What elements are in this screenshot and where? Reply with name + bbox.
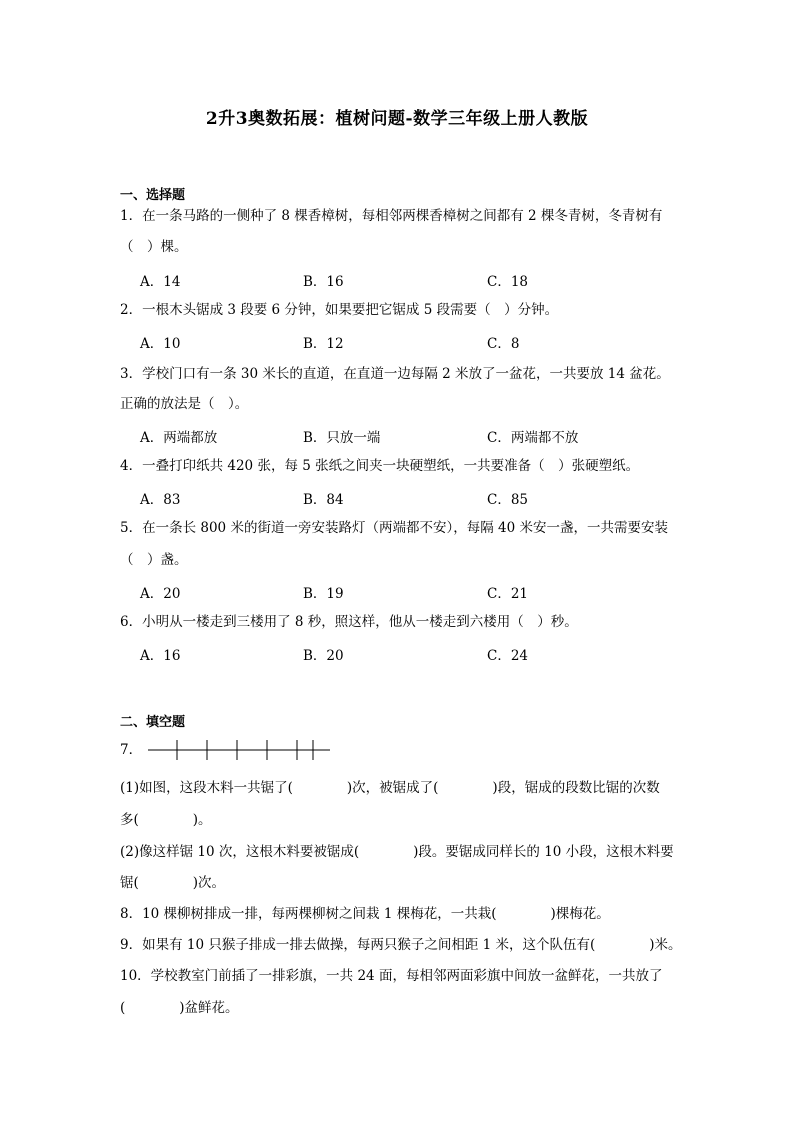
question-2-option-c: C．8 bbox=[487, 336, 520, 352]
question-5-option-c: C．21 bbox=[487, 586, 529, 602]
question-4-option-a: A．83 bbox=[140, 492, 181, 508]
question-5-text-cont: （ ）盏。 bbox=[120, 552, 188, 568]
question-1-option-a: A．14 bbox=[140, 274, 181, 290]
question-10-text: 10．学校教室门前插了一排彩旗，一共 24 面，每相邻两面彩旗中间放一盆鲜花，一共放了 bbox=[120, 968, 663, 984]
question-10-text-cont: ( )盆鲜花。 bbox=[120, 1000, 239, 1016]
question-1-option-c: C．18 bbox=[487, 274, 529, 290]
question-9-text: 9．如果有 10 只猴子排成一排去做操，每两只猴子之间相距 1 米，这个队伍有( )米。 bbox=[120, 937, 682, 953]
question-1-text: 1．在一条马路的一侧种了 8 棵香樟树，每相邻两棵香樟树之间都有 2 棵冬青树，冬青树有 bbox=[120, 208, 663, 224]
section-heading-choice: 一、选择题 bbox=[120, 188, 186, 203]
question-7-part2-cont: 锯( )次。 bbox=[120, 875, 226, 891]
question-7-part2: (2)像这样锯 10 次，这根木料要被锯成( )段。要锯成同样长的 10 小段，这根木料要 bbox=[120, 844, 674, 860]
question-7-part1-cont: 多( )。 bbox=[120, 812, 212, 828]
question-5-text: 5．在一条长 800 米的街道一旁安装路灯（两端都不安），每隔 40 米安一盏，一共需要安装 bbox=[120, 520, 668, 536]
question-3-text-cont: 正确的放法是（ ）。 bbox=[120, 396, 249, 412]
question-1-option-b: B．16 bbox=[303, 274, 344, 290]
question-4-option-c: C．85 bbox=[487, 492, 529, 508]
question-8-text: 8．10 棵柳树排成一排，每两棵柳树之间栽 1 棵梅花，一共栽( )棵梅花。 bbox=[120, 906, 610, 922]
section-heading-fill: 二、填空题 bbox=[120, 715, 186, 730]
question-5-option-b: B．19 bbox=[303, 586, 344, 602]
question-5-option-a: A．20 bbox=[140, 586, 181, 602]
question-7-number: 7． bbox=[120, 742, 143, 758]
saw-log-diagram bbox=[148, 738, 332, 762]
question-2-option-a: A．10 bbox=[140, 336, 181, 352]
question-4-text: 4．一叠打印纸共 420 张，每 5 张纸之间夹一块硬塑纸，一共要准备（ ）张硬塑纸。 bbox=[120, 458, 640, 474]
question-6-option-b: B．20 bbox=[303, 648, 344, 664]
question-6-option-c: C．24 bbox=[487, 648, 529, 664]
question-6-option-a: A．16 bbox=[140, 648, 181, 664]
question-3-text: 3．学校门口有一条 30 米长的直道，在直道一边每隔 2 米放了一盆花，一共要放 14 盆花。 bbox=[120, 366, 670, 382]
question-4-option-b: B．84 bbox=[303, 492, 344, 508]
page-title: 2升3奥数拓展：植树问题-数学三年级上册人教版 bbox=[205, 109, 589, 129]
question-7-part1: (1)如图，这段木料一共锯了( )次，被锯成了( )段，锯成的段数比锯的次数 bbox=[120, 780, 660, 796]
question-2-option-b: B．12 bbox=[303, 336, 344, 352]
question-2-text: 2．一根木头锯成 3 段要 6 分钟，如果要把它锯成 5 段需要（ ）分钟。 bbox=[120, 302, 559, 318]
question-6-text: 6．小明从一楼走到三楼用了 8 秒，照这样，他从一楼走到六楼用（ ）秒。 bbox=[120, 614, 578, 630]
question-3-option-c: C．两端都不放 bbox=[487, 430, 579, 446]
question-3-option-a: A．两端都放 bbox=[140, 430, 218, 446]
question-3-option-b: B．只放一端 bbox=[303, 430, 381, 446]
question-1-text-cont: （ ）棵。 bbox=[120, 239, 188, 255]
